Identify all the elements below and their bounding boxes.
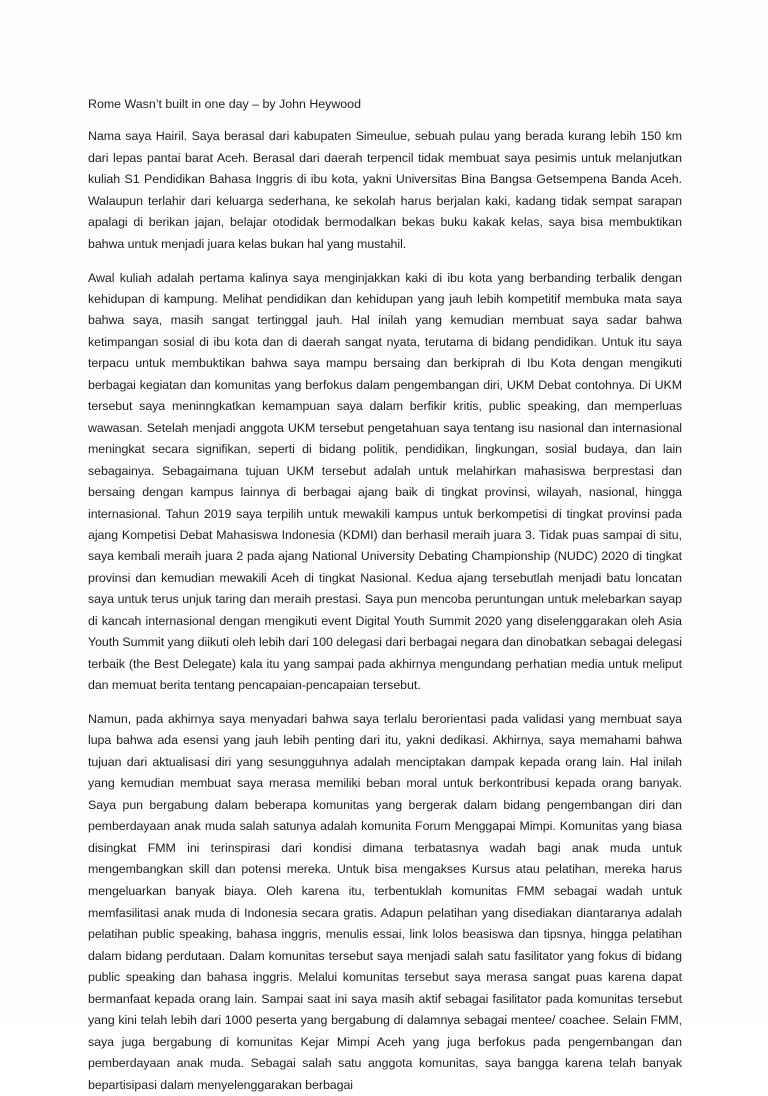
document-title: Rome Wasn’t built in one day – by John Heywood — [88, 97, 361, 111]
paragraph-1: Nama saya Hairil. Saya berasal dari kabupaten Simeulue, sebuah pulau yang berada kurang lebih 150 km dari lepas pantai barat Aceh. Berasal dari daerah terpencil tidak membuat saya pesimis untuk melanjutkan kuliah S1 Pendidikan Bahasa Inggris di ibu kota, yakni Universitas Bina Bangsa Getsempena Banda Aceh. Walaupun terlahir dari keluarga sederhana, ke sekolah harus berjalan kaki, kadang tidak sempat sarapan apalagi di berikan jajan, belajar otodidak bermodalkan bekas buku kakak kelas, saya bisa membuktikan bahwa untuk menjadi juara kelas bukan hal yang mustahil. — [88, 129, 682, 251]
document-body — [88, 96, 682, 1096]
paragraph-2: Awal kuliah adalah pertama kalinya saya menginjakkan kaki di ibu kota yang berbanding terbalik dengan kehidupan di kampung. Melihat pendidikan dan kehidupan yang jauh lebih kompetitif membuka mata saya bahwa saya, masih sangat tertinggal jauh. Hal inilah yang kemudian membuat saya sadar bahwa ketimpangan sosial di ibu kota dan di daerah sangat nyata, terutama di bidang pendidikan. Untuk itu saya terpacu untuk membuktikan bahwa saya mampu bersaing dan berkiprah di Ibu Kota dengan mengikuti berbagai kegiatan dan komunitas yang berfokus dalam pengembangan diri, UKM Debat contohnya. Di UKM tersebut saya meninngkatkan kemampuan saya dalam berfikir kritis, public speaking, dan memperluas wawasan. Setelah menjadi anggota UKM tersebut pengetahuan saya tentang isu nasional dan internasional meningkat secara signifikan, seperti di bidang politik, pendidikan, lingkungan, sosial budaya, dan lain sebagainya. Sebagaimana tujuan UKM tersebut adalah untuk melahirkan mahasiswa berprestasi dan bersaing dengan kampus lainnya di berbagai ajang baik di tingkat provinsi, wilayah, nasional, hingga internasional. Tahun 2019 saya terpilih untuk mewakili kampus untuk berkompetisi di tingkat provinsi pada ajang Kompetisi Debat Mahasiswa Indonesia (KDMI) dan berhasil meraih juara 3. Tidak puas sampai di situ, saya kembali meraih juara 2 pada ajang National University Debating Championship (NUDC) 2020 di tingkat provinsi dan kemudian mewakili Aceh di tingkat Nasional. Kedua ajang tersebutlah menjadi batu loncatan saya untuk terus unjuk taring dan meraih prestasi. Saya pun mencoba peruntungan untuk melebarkan sayap di kancah internasional dengan mengikuti event Digital Youth Summit 2020 yang diselenggarakan oleh Asia Youth Summit yang diikuti oleh lebih dari 100 delegasi dari berbagai negara dan dinobatkan sebagai delegasi terbaik (the Best Delegate) kala itu yang sampai pada akhirnya mengundang perhatian media untuk meliput dan memuat berita tentang pencapaian-pencapaian tersebut. — [88, 270, 682, 693]
paragraph-3: Namun, pada akhirnya saya menyadari bahwa saya terlalu berorientasi pada validasi yang membuat saya lupa bahwa ada esensi yang jauh lebih penting dari itu, yakni dedikasi. Akhirnya, saya memahami bahwa tujuan dari aktualisasi diri yang sesungguhnya adalah menciptakan dampak kepada orang lain. Hal inilah yang kemudian membuat saya merasa memiliki beban moral untuk berkontribusi kepada orang banyak. Saya pun bergabung dalam beberapa komunitas yang bergerak dalam bidang pengembangan diri dan pemberdayaan anak muda salah satunya adalah komunita Forum Menggapai Mimpi. Komunitas yang biasa disingkat FMM ini terinspirasi dari kondisi dimana terbatasnya wadah bagi anak muda untuk mengembangkan skill dan potensi mereka. Untuk bisa mengakses Kursus atau pelatihan, mereka harus mengeluarkan banyak biaya. Oleh karena itu, terbentuklah komunitas FMM sebagai wadah untuk memfasilitasi anak muda di Indonesia secara gratis. Adapun pelatihan yang disediakan diantaranya adalah pelatihan public speaking, bahasa inggris, menulis essai, link lolos beasiswa dan tipsnya, hingga pelatihan dalam bidang perdutaan. Dalam komunitas tersebut saya menjadi salah satu fasilitator yang fokus di bidang public speaking dan bahasa inggris. Melalui komunitas tersebut saya merasa sangat puas karena dapat bermanfaat kepada orang lain. Sampai saat ini saya masih aktif sebagai fasilitator pada komunitas tersebut yang kini telah lebih dari 1000 peserta yang bergabung di dalamnya sebagai mentee/ coachee. Selain FMM, saya juga bergabung di komunitas Kejar Mimpi Aceh yang juga berfokus pada pengembangan dan pemberdayaan anak muda. Sebagai salah satu anggota komunitas, saya bangga karena telah banyak bepartisipasi dalam menyelenggarakan berbagai — [88, 711, 682, 1092]
